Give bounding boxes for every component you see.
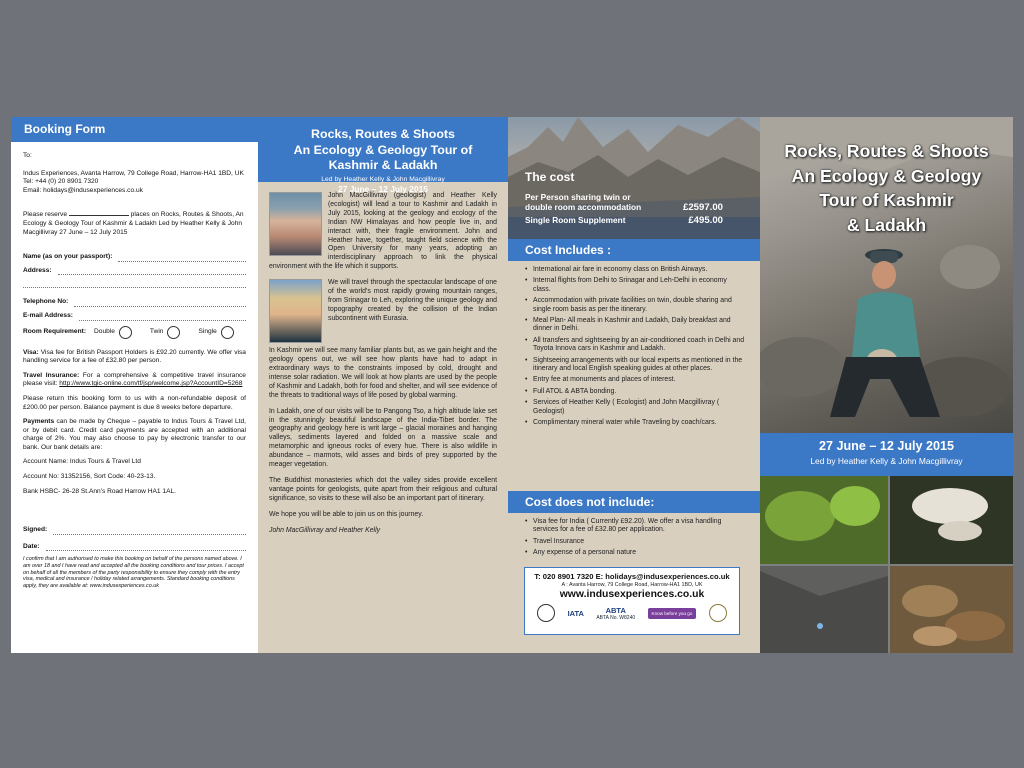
name-field[interactable] <box>23 253 246 262</box>
address-line[interactable] <box>58 267 246 275</box>
accreditation-logos <box>525 604 739 622</box>
excludes-header: Cost does not include: <box>508 491 760 513</box>
signed-line[interactable] <box>53 527 246 535</box>
intro-title-line-2: An Ecology & Geology Tour of <box>293 142 473 157</box>
intro-paragraph-5: The Buddhist monasteries which dot the valley sides provide excellent vantage points for geologists, quite apart from their religious and cultural significance, so visits to these will also be an important part of itinerary. <box>269 476 497 502</box>
list-item: • Complimentary mineral water while Traveling by coach/cars. <box>525 419 746 427</box>
room-option-double[interactable]: Double <box>94 326 132 339</box>
room-label: Room Requirement: <box>23 327 87 335</box>
contact-line: T: 020 8901 7320 E: holidays@indusexperiences.co.uk <box>534 572 730 581</box>
list-item: • Accommodation with private facilities on twin, double sharing and single room basis as per the itinerary. <box>525 297 746 314</box>
email-label: E-mail Address: <box>23 311 73 319</box>
atol-logo-icon <box>537 604 555 622</box>
account-name: Account Name: Indus Tours & Travel Ltd <box>23 458 141 466</box>
cover-title-line-4: & Ladakh <box>846 214 927 235</box>
list-item: • Visa fee for India ( Currently £92.20). We offer a visa handling services for a fee of £32.80 per application. <box>525 518 746 535</box>
visa-info: Visa: Visa fee for British Passport Holders is £92.20 currently. We offer visa handling service for a fee of £32.80 per person. <box>23 348 246 365</box>
reserve-text-pre: Please reserve <box>23 211 67 219</box>
places-blank[interactable] <box>69 215 129 216</box>
cover-led-by: Led by Heather Kelly & John Macgillivray <box>810 456 963 466</box>
cover-photo <box>760 117 1013 433</box>
telephone-label: Telephone No: <box>23 298 69 306</box>
list-item: • Travel Insurance <box>525 538 746 546</box>
includes-header: Cost Includes : <box>508 239 760 261</box>
intro-title-line-3: Kashmir & Ladakh <box>328 158 438 173</box>
iata-logo-icon: IATA <box>567 608 584 618</box>
telephone-line[interactable] <box>74 299 246 307</box>
insurance-link[interactable]: http://www.tgic-online.com/tf/jsp/welcome.jsp?AccountID=5268 <box>59 380 243 388</box>
cost-title: The cost <box>525 170 575 184</box>
association-seal-icon <box>709 604 727 622</box>
intro-paragraph-3: In Kashmir we will see many familiar plants but, as we gain height and the geology opens out, we will see how plants have had to adapt in extraordinary ways to the constraints imposed by cold, drought and intense solar radiation. We will look at how plants are used by the people of Kashmir and Ladakh, both for food and shelter, and will see evidence of the threats to traditional ways of life posed by global warming. <box>269 347 497 399</box>
nature-photos <box>760 476 1013 653</box>
twin-price-row <box>525 193 723 213</box>
room-requirement <box>23 326 246 339</box>
telephone-field[interactable] <box>23 298 246 307</box>
intro-dates: 27 June – 12 July 2015 <box>338 183 428 194</box>
intro-paragraph-2: We will travel through the spectacular landscape of one of the world's most rapidly growing mountain ranges, from Srinagar to Leh, exploring the unique geology and topography created by the collision of the Indian subcontinent with Eurasia. <box>328 279 497 322</box>
twin-radio[interactable] <box>167 326 180 339</box>
cover-title-line-1: Rocks, Routes & Shoots <box>784 141 989 161</box>
date-field[interactable] <box>23 543 246 552</box>
booking-form-header: Booking Form <box>11 117 258 142</box>
email-line[interactable] <box>79 313 246 321</box>
booking-form-panel <box>11 117 258 653</box>
cover-panel <box>760 117 1013 653</box>
twin-label-2: double room accommodation <box>525 201 642 212</box>
small-print: I confirm that I am authorised to make this booking on behalf of the persons named above. I am over 18 and I have read and accepted all the booking conditions and tour prices. I accept on behalf of all the members of the party responsibility to ensure they comply with the entry visa, medical and insurance / holiday related arrangements. Standard booking conditions apply, they are available at: www.indusexperiences.co.uk <box>23 556 244 589</box>
date-label: Date: <box>23 542 40 550</box>
mountain-photo <box>508 117 760 239</box>
single-price-row <box>525 216 723 226</box>
name-label: Name (as on your passport): <box>23 253 113 261</box>
to-label: To: <box>23 152 32 159</box>
cover-date-band <box>760 433 1013 476</box>
list-item: • Sightseeing arrangements with our local experts as mentioned in the itinerary and local English speaking guides at other places. <box>525 357 746 374</box>
excludes-list <box>508 513 760 561</box>
cover-title-line-2: An Ecology & Geology <box>791 165 982 186</box>
list-item: • All transfers and sightseeing by an air-conditioned coach in Delhi and Toyota Innova cars in Kashmir and Ladakh. <box>525 337 746 354</box>
list-item: • Meal Plan- All meals in Kashmir and Ladakh, Daily breakfast and dinner in Delhi. <box>525 317 746 334</box>
intro-paragraph-1: John MacGillivray (geologist) and Heather Kelly (ecologist) will lead a tour to Kashmir and Ladakh in July 2015, looking at the geology and ecology of the Indian NW Himalayas and how people live in, and interact with, their fragile environment. John and Heather have, together, taught field science with the Open University for many years, adopting an interdisciplinary approach to link the physical environment with the life which it supports. <box>269 192 497 271</box>
cost-panel <box>508 117 760 653</box>
intro-header <box>258 117 508 194</box>
list-item: • Full ATOL & ABTA bonding. <box>525 388 746 396</box>
list-item: • Services of Heather Kelly ( Ecologist) and John Macgillivray ( Geologist) <box>525 399 746 416</box>
address-label: Address: <box>23 266 52 274</box>
date-line[interactable] <box>46 543 247 551</box>
twin-price: £2597.00 <box>682 201 723 213</box>
company-address: Indus Experiences, Avanta Harrow, 79 College Road, Harrow-HA1 1BD, UK Tel: +44 (0) 20 8901 7320 <box>23 169 244 186</box>
abta-logo-icon: ABTA ABTA No. W8240 <box>596 605 636 621</box>
room-option-twin[interactable]: Twin <box>150 326 181 339</box>
intro-signature: John MacGillivray and Heather Kelly <box>269 526 381 534</box>
payments-info: Payments can be made by Cheque – payable to Indus Tours & Travel Ltd, or by debit card. Credit card payments are accepted with an additional charge of 2%. You may also choose to pay by electronic transfer to our bank. Our bank details are: <box>23 418 246 451</box>
brochure <box>11 117 1013 653</box>
list-item: • Entry fee at monuments and places of interest. <box>525 376 746 384</box>
single-radio[interactable] <box>221 326 234 339</box>
cover-title-line-3: Tour of Kashmir <box>819 190 954 210</box>
list-item: • International air fare in economy class on British Airways. <box>525 266 746 274</box>
contact-address: A : Avanta Harrow, 79 College Road, Harrow-HA1 1BD, UK <box>561 582 703 588</box>
list-item: • Any expense of a personal nature <box>525 549 746 557</box>
intro-paragraph-4: In Ladakh, one of our visits will be to Pangong Tso, a high altitude lake set in the stunningly beautiful landscape of the India-Tibet border. The geography and geology here is writ large – glacial moraines and hanging valleys, sediments layered and folded on a massive scale and metamorphic and igneous rocks of every hue. There is also wildlife in abundance – marmots, wild asses and birds of prey supported by the meager vegetation. <box>269 407 497 469</box>
intro-title-line-1: Rocks, Routes & Shoots <box>311 127 455 141</box>
travel-advice-logo-icon: Know before you go <box>648 608 697 619</box>
insurance-info: Travel Insurance: For a comprehensive & competitive travel insurance please visit: http://www.tgic-online.com/tf/jsp/welcome.jsp?AccountID=5268 <box>23 371 246 388</box>
list-item: • Internal flights from Delhi to Srinagar and Leh-Delhi in economy class. <box>525 277 746 294</box>
cover-dates: 27 June – 12 July 2015 <box>818 439 955 453</box>
website-link[interactable]: www.indusexperiences.co.uk <box>559 589 705 600</box>
account-number: Account No: 31352156, Sort Code: 40-23-13. <box>23 473 156 481</box>
address-line-2[interactable] <box>23 280 246 288</box>
includes-list <box>508 261 760 428</box>
address-field[interactable] <box>23 267 246 276</box>
cover-title <box>760 139 1013 237</box>
leader-photo-john <box>269 192 322 256</box>
bank-details: Bank HSBC- 26-28 St.Ann's Road Harrow HA1 1AL. <box>23 487 176 495</box>
double-radio[interactable] <box>119 326 132 339</box>
intro-led-by: Led by Heather Kelly & John Macgillivray <box>321 175 445 183</box>
room-option-single[interactable]: Single <box>198 326 233 339</box>
leader-photo-heather <box>269 279 322 343</box>
single-label: Single Room Supplement <box>525 215 626 225</box>
email-field[interactable] <box>23 312 246 321</box>
twin-label-1: Per Person sharing twin or <box>525 192 631 202</box>
signed-field[interactable] <box>23 526 246 535</box>
return-info: Please return this booking form to us with a non-refundable deposit of £200.00 per person. Balance payment is due 8 weeks before departure. <box>23 394 246 411</box>
intro-paragraph-6: We hope you will be able to join us on this journey. <box>269 510 424 518</box>
contact-box <box>524 567 740 635</box>
name-line[interactable] <box>118 254 246 262</box>
reserve-text-post: places on Rocks, Routes & Shoots, An Ecology & Geology Tour of Kashmir & Ladakh Led by Heather Kelly & John Macgillivray 27 June – 12 July 2015 <box>23 211 244 236</box>
intro-panel <box>258 117 508 653</box>
company-email: Email: holidays@indusexperiences.co.uk <box>23 186 143 194</box>
single-price: £495.00 <box>688 215 723 226</box>
signed-label: Signed: <box>23 526 48 534</box>
